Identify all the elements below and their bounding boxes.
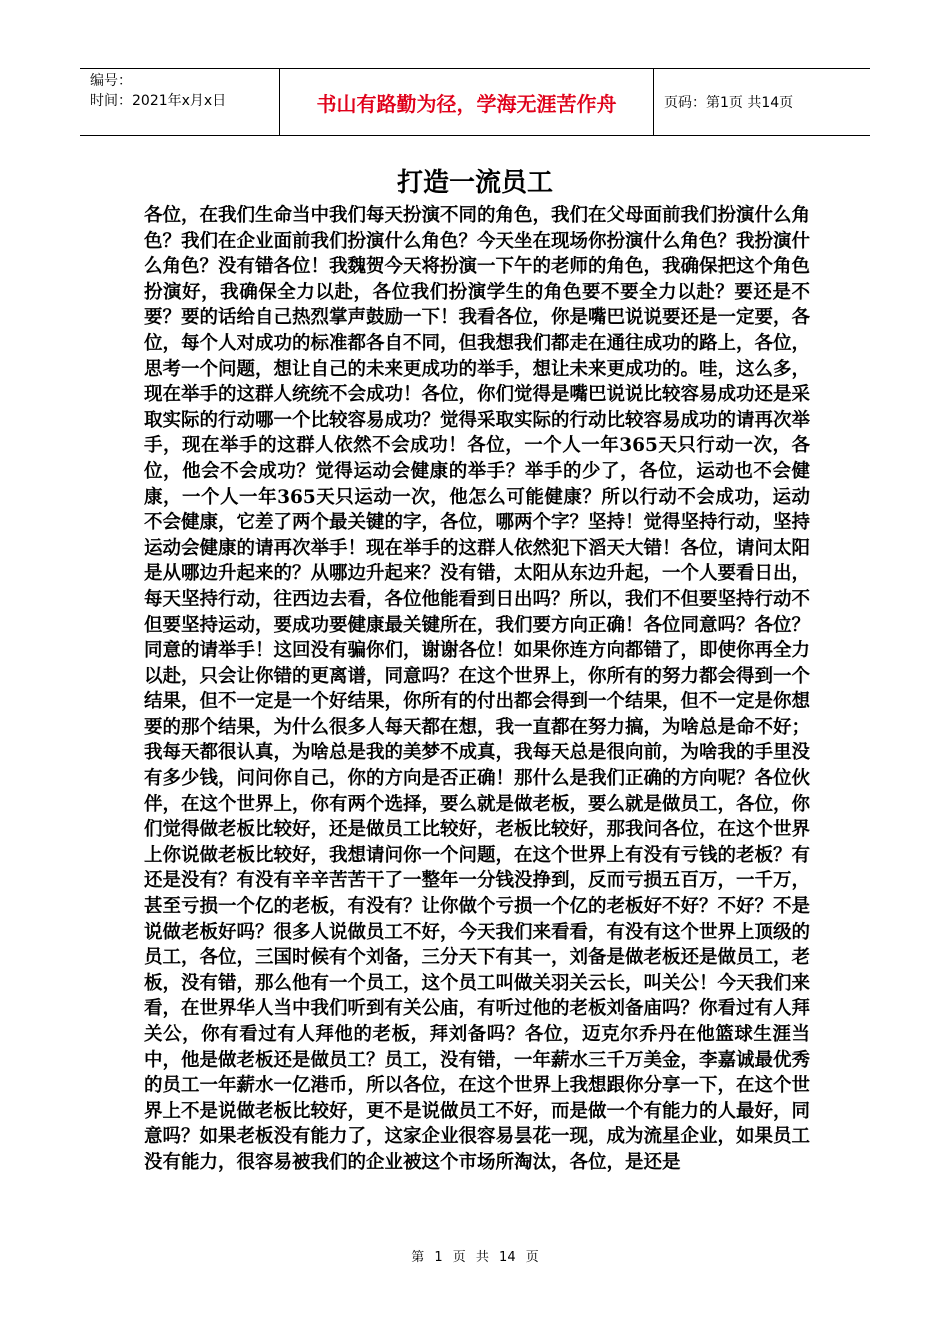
page-footer: 第 1 页 共 14 页: [411, 1250, 539, 1265]
number-label: 编号：: [90, 73, 132, 89]
time-label: 时间：2021年x月x日: [90, 93, 227, 109]
document-body: 各位，在我们生命当中我们每天扮演不同的角色，我们在父母面前我们扮演什么角色？我们在企业面前我们扮演什么角色？今天坐在现场你扮演什么角色？我扮演什么角色？没有错各位！我魏贺今天将扮演一下午的老师的角色，我确保把这个角色扮演好，我确保全力以赴，各位我们扮演学生的角色要不要全力以赴？要还是不要？要的话给自己热烈掌声鼓励一下！我看各位，你是嘴巴说说要还是一定要，各位，每个人对成功的标准都各自不同，但我想我们都走在通往成功的路上，各位，思考一个问题，想让自己的未来更成功的举手，想让未来更成功的。哇，这么多，现在举手的这群人统统不会成功！各位，你们觉得是嘴巴说说比较容易成功还是采取实际的行动哪一个比较容易成功？觉得采取实际的行动比较容易成功的请再次举手，现在举手的这群人依然不会成功！各位，一个人一年365天只行动一次，各位，他会不会成功？觉得运动会健康的举手？举手的少了，各位，运动也不会健康，一个人一年365天只运动一次，他怎么可能健康？所以行动不会成功，运动不会健康，它差了两个最关键的字，各位，哪两个字？坚持！觉得坚持行动，坚持运动会健康的请再次举手！现在举手的这群人依然犯下滔天大错！各位，请问太阳是从哪边升起来的？从哪边升起来？没有错，太阳从东边升起，一个人要看日出，每天坚持行动，往西边去看，各位他能看到日出吗？所以，我们不但要坚持行动不但要坚持运动，要成功要健康最关键所在，我们要方向正确！各位同意吗？各位？同意的请举手！这回没有骗你们，谢谢各位！如果你连方向都错了，即使你再全力以赴，只会让你错的更离谱，同意吗？在这个世界上，你所有的努力都会得到一个结果，但不一定是一个好结果，你所有的付出都会得到一个结果，但不一定是你想要的那个结果，为什么很多人每天都在想，我一直都在努力搞，为啥总是命不好；我每天都很认真，为啥总是我的美梦不成真，我每天总是很向前，为啥我的手里没有多少钱，问问你自己，你的方向是否正确！那什么是我们正确的方向呢？各位伙伴，在这个世界上，你有两个选择，要么就是做老板，要么就是做员工，各位，你们觉得做老板比较好，还是做员工比较好，老板比较好，那我问各位，在这个世界上你说做老板比较好，我想请问你一个问题，在这个世界上有没有亏钱的老板？有还是没有？有没有辛辛苦苦干了一整年一分钱没挣到，反而亏损五百万，一千万，甚至亏损一个亿的老板，有没有？让你做个亏损一个亿的老板好不好？不好？不是说做老板好吗？很多人说做员工不好，今天我们来看看，有没有这个世界上顶级的员工，各位，三国时候有个刘备，三分天下有其一，刘备是做老板还是做员工，老板，没有错，那么他有一个员工，这个员工叫做关羽关云长，叫关公！今天我们来看，在世界华人当中我们听到有关公庙，有听过他的老板刘备庙吗？你看过有人拜关公，你有看过有人拜他的老板，拜刘备吗？各位，迈克尔乔丹在他篮球生涯当中，他是做老板还是做员工？员工，没有错，一年薪水三千万美金，李嘉诚最优秀的员工一年薪水一亿港币，所以各位，在这个世界上我想跟你分享一下，在这个世界上不是说做老板比较好，更不是说做员工不好，而是做一个有能力的人最好，同意吗？如果老板没有能力了，这家企业很容易昙花一现，成为流星企业，如果员工没有能力，很容易被我们的企业被这个市场所淘汰，各位，是还是: [144, 205, 811, 1173]
document-header: [80, 68, 870, 136]
header-page-info: 页码：第1页 共14页: [664, 95, 794, 111]
header-motto: 书山有路勤为径，学海无涯苦作舟: [280, 69, 654, 135]
header-meta: [80, 69, 280, 135]
document-title: 打造一流员工: [396, 168, 553, 198]
